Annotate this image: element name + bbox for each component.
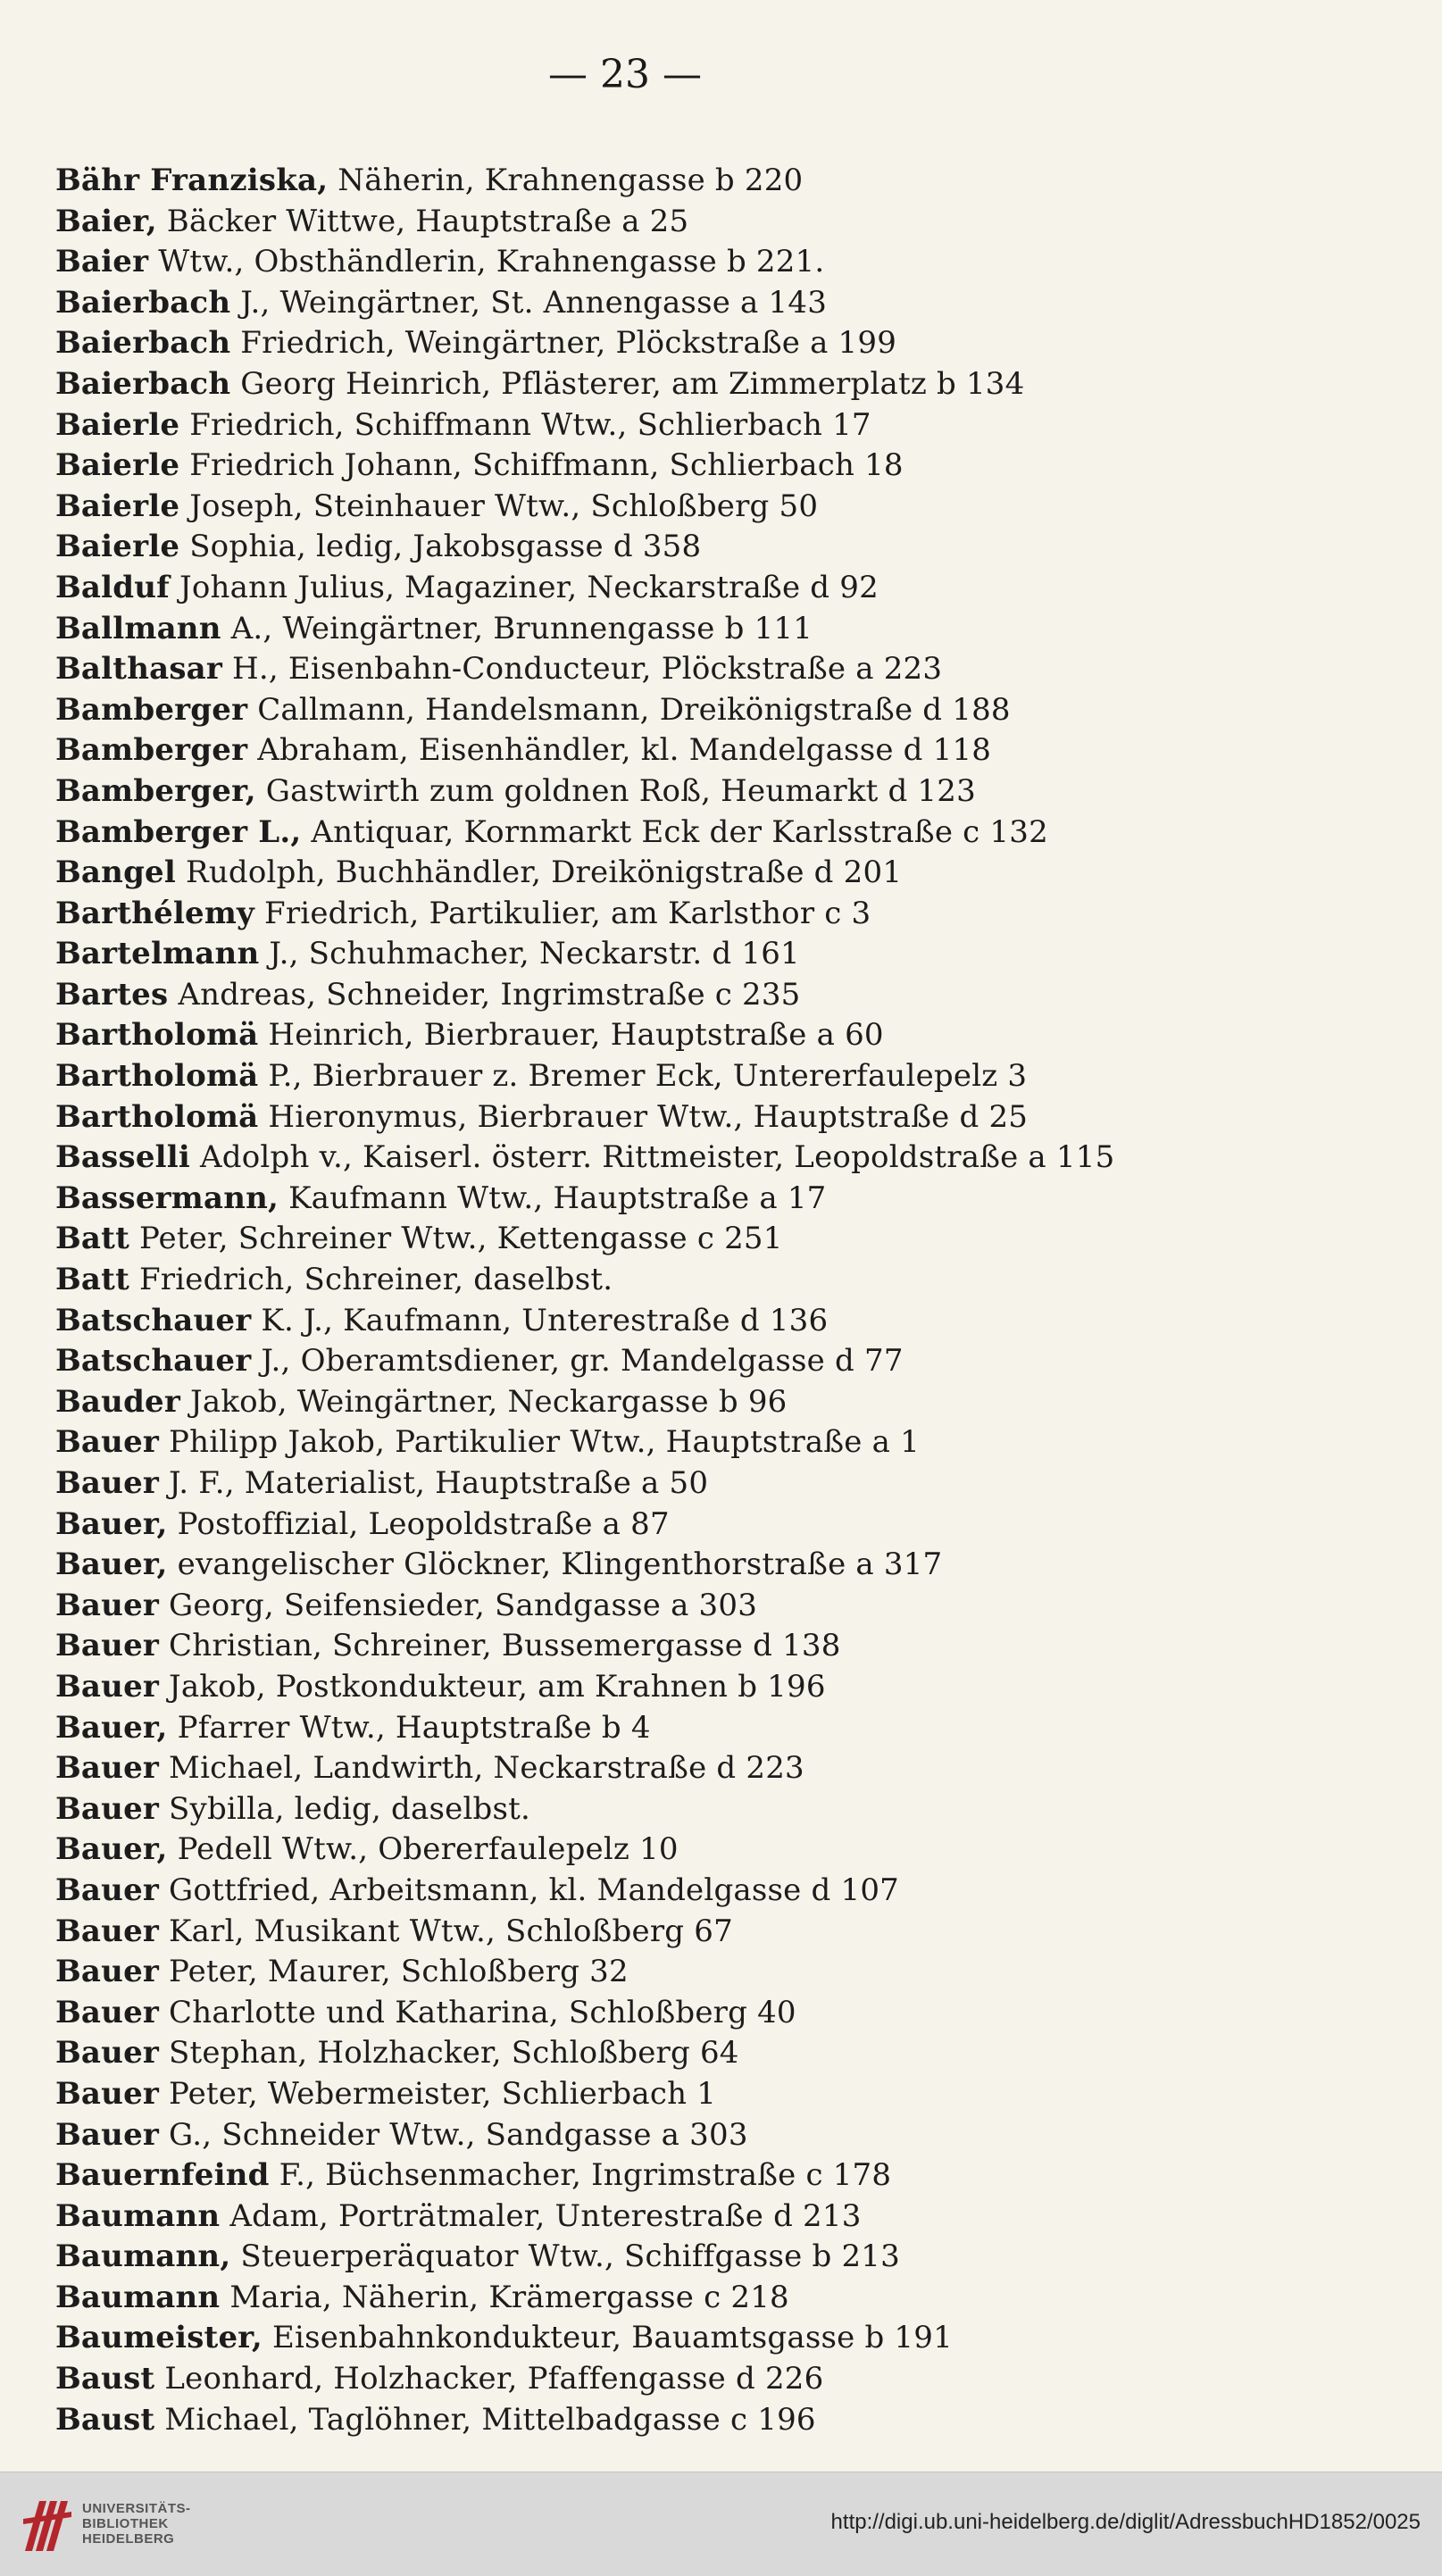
entry-surname: Baierle: [55, 447, 180, 484]
address-entry: [55, 1748, 1252, 1789]
entry-details: Stephan, Holzhacker, Schloßberg 64: [159, 2035, 739, 2072]
entry-details: Philipp Jakob, Partikulier Wtw., Hauptstraße a 1: [159, 1424, 920, 1461]
address-entry: [55, 2155, 1252, 2197]
address-entry: [55, 730, 1252, 771]
entry-details: Maria, Näherin, Krämergasse c 218: [220, 2279, 789, 2315]
address-entry: [55, 323, 1252, 364]
footer-bar: [0, 2472, 1442, 2576]
page-number-header: — 23 —: [548, 52, 702, 97]
entry-details: Pfarrer Wtw., Hauptstraße b 4: [167, 1709, 651, 1746]
address-entry: [55, 527, 1252, 568]
address-entry: [55, 446, 1252, 487]
entry-details: Peter, Webermeister, Schlierbach 1: [159, 2075, 717, 2112]
entry-details: Leonhard, Holzhacker, Pfaffengasse d 226: [154, 2361, 824, 2397]
address-entry: [55, 568, 1252, 609]
entry-surname: Bauer: [55, 1465, 160, 1501]
entry-details: Friedrich, Schiffmann Wtw., Schlierbach 17: [179, 406, 871, 443]
address-entry: [55, 649, 1252, 690]
entry-details: Postoffizial, Leopoldstraße a 87: [167, 1505, 670, 1542]
entry-surname: Baumann,: [55, 2238, 231, 2275]
entry-details: Peter, Schreiner Wtw., Kettengasse c 251: [129, 1221, 783, 1257]
entry-surname: Bamberger,: [55, 772, 256, 809]
address-entry: [55, 1830, 1252, 1871]
entry-details: Georg, Seifensieder, Sandgasse a 303: [159, 1587, 758, 1623]
address-entry: [55, 934, 1252, 975]
entry-details: Friedrich, Partikulier, am Karlsthor c 3: [254, 895, 871, 931]
entry-surname: Baier,: [55, 203, 157, 239]
address-entry: [55, 1463, 1252, 1505]
address-entry: [55, 1789, 1252, 1830]
entry-details: J., Schuhmacher, Neckarstr. d 161: [259, 936, 800, 972]
entry-details: G., Schneider Wtw., Sandgasse a 303: [159, 2116, 748, 2153]
entry-surname: Baierle: [55, 406, 180, 443]
address-entry: [55, 771, 1252, 813]
entry-surname: Bauernfeind: [55, 2157, 270, 2194]
entry-surname: Bartelmann: [55, 936, 260, 972]
entry-surname: Bauer,: [55, 1831, 168, 1868]
entry-details: A., Weingärtner, Brunnengasse b 111: [221, 610, 813, 646]
entry-details: H., Eisenbahn-Conducteur, Plöckstraße a 223: [222, 651, 943, 688]
entry-surname: Baierbach: [55, 325, 231, 362]
entry-surname: Bauer: [55, 2075, 160, 2112]
address-entry: [55, 1301, 1252, 1342]
entry-details: Eisenbahnkondukteur, Bauamtsgasse b 191: [262, 2320, 953, 2356]
entry-surname: Bauder: [55, 1383, 181, 1420]
source-url-link[interactable]: http://digi.ub.uni-heidelberg.de/diglit/AdressbuchHD1852/0025: [830, 2510, 1421, 2534]
entry-surname: Bauer: [55, 1668, 160, 1705]
entry-details: Bäcker Wittwe, Hauptstraße a 25: [156, 203, 689, 239]
logo-text-line: UNIVERSITÄTS-: [82, 2501, 191, 2516]
entry-details: Kaufmann Wtw., Hauptstraße a 17: [279, 1180, 827, 1216]
address-entry: [55, 1708, 1252, 1749]
entry-details: J. F., Materialist, Hauptstraße a 50: [159, 1465, 709, 1501]
address-entry: [55, 975, 1252, 1016]
entry-surname: Batt: [55, 1221, 129, 1257]
entry-surname: Bauer: [55, 1628, 160, 1664]
entry-details: Karl, Musikant Wtw., Schloßberg 67: [159, 1913, 733, 1949]
address-entry: [55, 1056, 1252, 1097]
address-entry: [55, 1952, 1252, 1993]
address-entry: [55, 2237, 1252, 2278]
entry-surname: Balduf: [55, 569, 171, 605]
address-entry: [55, 1871, 1252, 1912]
address-entry: [55, 2318, 1252, 2359]
entry-surname: Bauer: [55, 1750, 160, 1787]
address-entry: [55, 813, 1252, 854]
entry-details: J., Weingärtner, St. Annengasse a 143: [230, 284, 828, 321]
entry-surname: Balthasar: [55, 651, 223, 688]
entry-surname: Bauer: [55, 2116, 160, 2153]
entry-surname: Bamberger: [55, 732, 248, 769]
entry-details: Joseph, Steinhauer Wtw., Schloßberg 50: [179, 488, 819, 524]
entry-details: K. J., Kaufmann, Unterestraße d 136: [251, 1302, 829, 1338]
entry-details: Sophia, ledig, Jakobsgasse d 358: [179, 529, 702, 565]
entry-details: evangelischer Glöckner, Klingenthorstraße a 317: [167, 1546, 943, 1583]
entry-surname: Baust: [55, 2401, 155, 2438]
entry-surname: Baierbach: [55, 284, 231, 321]
address-entry: [55, 690, 1252, 731]
address-entry: [55, 1260, 1252, 1301]
entry-surname: Baier: [55, 244, 149, 280]
address-entry: [55, 487, 1252, 528]
entry-surname: Bamberger: [55, 691, 248, 728]
address-entry: [55, 609, 1252, 650]
address-entry: [55, 242, 1252, 283]
entry-surname: Barthélemy: [55, 895, 255, 931]
address-entry: [55, 2400, 1252, 2441]
entry-surname: Bauer: [55, 1913, 160, 1949]
entry-details: J., Oberamtsdiener, gr. Mandelgasse d 77: [251, 1343, 904, 1380]
address-entry: [55, 2359, 1252, 2400]
entry-surname: Ballmann: [55, 610, 221, 646]
entry-surname: Bauer,: [55, 1505, 168, 1542]
entry-surname: Bassermann,: [55, 1180, 279, 1216]
entry-surname: Baumeister,: [55, 2320, 263, 2356]
entry-details: Heinrich, Bierbrauer, Hauptstraße a 60: [258, 1017, 884, 1054]
address-entry: [55, 1138, 1252, 1179]
entry-details: Georg Heinrich, Pflästerer, am Zimmerplatz b 134: [230, 365, 1025, 402]
address-entry: [55, 1097, 1252, 1138]
entry-surname: Bamberger L.,: [55, 813, 302, 850]
address-entry: [55, 1993, 1252, 2034]
address-entry: [55, 2115, 1252, 2156]
entry-surname: Batschauer: [55, 1343, 252, 1380]
entry-details: Hieronymus, Bierbrauer Wtw., Hauptstraße d 25: [258, 1098, 1029, 1135]
entry-details: Abraham, Eisenhändler, kl. Mandelgasse d 118: [247, 732, 992, 769]
entry-details: Antiquar, Kornmarkt Eck der Karlsstraße c 132: [301, 813, 1048, 850]
entry-surname: Bangel: [55, 854, 177, 891]
address-entry: [55, 1179, 1252, 1220]
entry-details: Steuerperäquator Wtw., Schiffgasse b 213: [230, 2238, 900, 2275]
address-entry: [55, 364, 1252, 405]
entry-details: F., Büchsenmacher, Ingrimstraße c 178: [269, 2157, 892, 2194]
entry-surname: Bartholomä: [55, 1017, 259, 1054]
entry-details: Jakob, Weingärtner, Neckargasse b 96: [180, 1383, 788, 1420]
entry-surname: Batt: [55, 1262, 129, 1298]
entry-surname: Bähr Franziska,: [55, 163, 329, 198]
library-logo-text: [82, 2501, 191, 2547]
entry-details: P., Bierbrauer z. Bremer Eck, Untererfaulepelz 3: [258, 1058, 1028, 1095]
entry-details: Michael, Landwirth, Neckarstraße d 223: [159, 1750, 804, 1787]
address-entry: [55, 1667, 1252, 1708]
address-entry: [55, 1422, 1252, 1463]
address-entry: [55, 1586, 1252, 1627]
entry-surname: Bauer,: [55, 1709, 168, 1746]
entry-details: Näherin, Krahnengasse b 220: [328, 163, 804, 198]
address-entry: [55, 405, 1252, 446]
entry-details: Pedell Wtw., Obererfaulepelz 10: [167, 1831, 679, 1868]
entry-surname: Bauer,: [55, 1546, 168, 1583]
address-entry: [55, 283, 1252, 324]
entry-surname: Bartes: [55, 976, 169, 1013]
address-entry: [55, 1219, 1252, 1260]
entry-details: Friedrich Johann, Schiffmann, Schlierbach 18: [179, 447, 904, 484]
entry-details: Friedrich, Weingärtner, Plöckstraße a 199: [230, 325, 897, 362]
entry-surname: Baierbach: [55, 365, 231, 402]
entry-details: Christian, Schreiner, Bussemergasse d 138: [159, 1628, 841, 1664]
address-entry: [55, 161, 1252, 202]
address-entry: [55, 2033, 1252, 2074]
entry-surname: Baumann: [55, 2197, 221, 2234]
entry-details: Adolph v., Kaiserl. österr. Rittmeister, Leopoldstraße a 115: [190, 1139, 1115, 1176]
address-entry-list: [55, 161, 1252, 2440]
entry-details: Andreas, Schneider, Ingrimstraße c 235: [168, 976, 801, 1013]
entry-details: Gastwirth zum goldnen Roß, Heumarkt d 123: [255, 772, 976, 809]
address-entry: [55, 2074, 1252, 2115]
address-entry: [55, 1505, 1252, 1546]
entry-details: Friedrich, Schreiner, daselbst.: [129, 1262, 613, 1298]
entry-surname: Bartholomä: [55, 1058, 259, 1095]
address-entry: [55, 202, 1252, 243]
entry-surname: Bauer: [55, 1872, 160, 1908]
entry-surname: Bauer: [55, 1994, 160, 2030]
entry-surname: Bauer: [55, 2035, 160, 2072]
entry-details: Michael, Taglöhner, Mittelbadgasse c 196: [154, 2401, 816, 2438]
logo-text-line: BIBLIOTHEK: [82, 2516, 169, 2531]
address-entry: [55, 1382, 1252, 1423]
entry-surname: Bauer: [55, 1790, 160, 1827]
entry-details: Rudolph, Buchhändler, Dreikönigstraße d 201: [176, 854, 903, 891]
entry-surname: Bauer: [55, 1954, 160, 1990]
address-entry: [55, 1912, 1252, 1953]
logo-text-line: HEIDELBERG: [82, 2531, 175, 2547]
address-entry: [55, 1626, 1252, 1667]
entry-details: Adam, Porträtmaler, Unterestraße d 213: [220, 2197, 862, 2234]
entry-surname: Bauer: [55, 1424, 160, 1461]
entry-surname: Baumann: [55, 2279, 221, 2315]
entry-details: Charlotte und Katharina, Schloßberg 40: [159, 1994, 796, 2030]
entry-details: Johann Julius, Magaziner, Neckarstraße d 92: [170, 569, 879, 605]
entry-surname: Basselli: [55, 1139, 191, 1176]
address-entry: [55, 853, 1252, 894]
entry-surname: Bartholomä: [55, 1098, 259, 1135]
entry-details: Peter, Maurer, Schloßberg 32: [159, 1954, 629, 1990]
address-entry: [55, 1015, 1252, 1056]
entry-details: Jakob, Postkondukteur, am Krahnen b 196: [159, 1668, 826, 1705]
entry-details: Sybilla, ledig, daselbst.: [159, 1790, 531, 1827]
entry-details: Callmann, Handelsmann, Dreikönigstraße d 188: [247, 691, 1011, 728]
address-entry: [55, 2197, 1252, 2238]
address-entry: [55, 894, 1252, 935]
entry-surname: Baust: [55, 2361, 155, 2397]
heidelberg-library-logo-icon: [20, 2492, 75, 2556]
entry-details: Gottfried, Arbeitsmann, kl. Mandelgasse d 107: [159, 1872, 899, 1908]
entry-details: Wtw., Obsthändlerin, Krahnengasse b 221.: [148, 244, 825, 280]
entry-surname: Baierle: [55, 529, 180, 565]
address-entry: [55, 1545, 1252, 1586]
address-entry: [55, 1341, 1252, 1382]
address-entry: [55, 2278, 1252, 2319]
entry-surname: Batschauer: [55, 1302, 252, 1338]
entry-surname: Baierle: [55, 488, 180, 524]
entry-surname: Bauer: [55, 1587, 160, 1623]
